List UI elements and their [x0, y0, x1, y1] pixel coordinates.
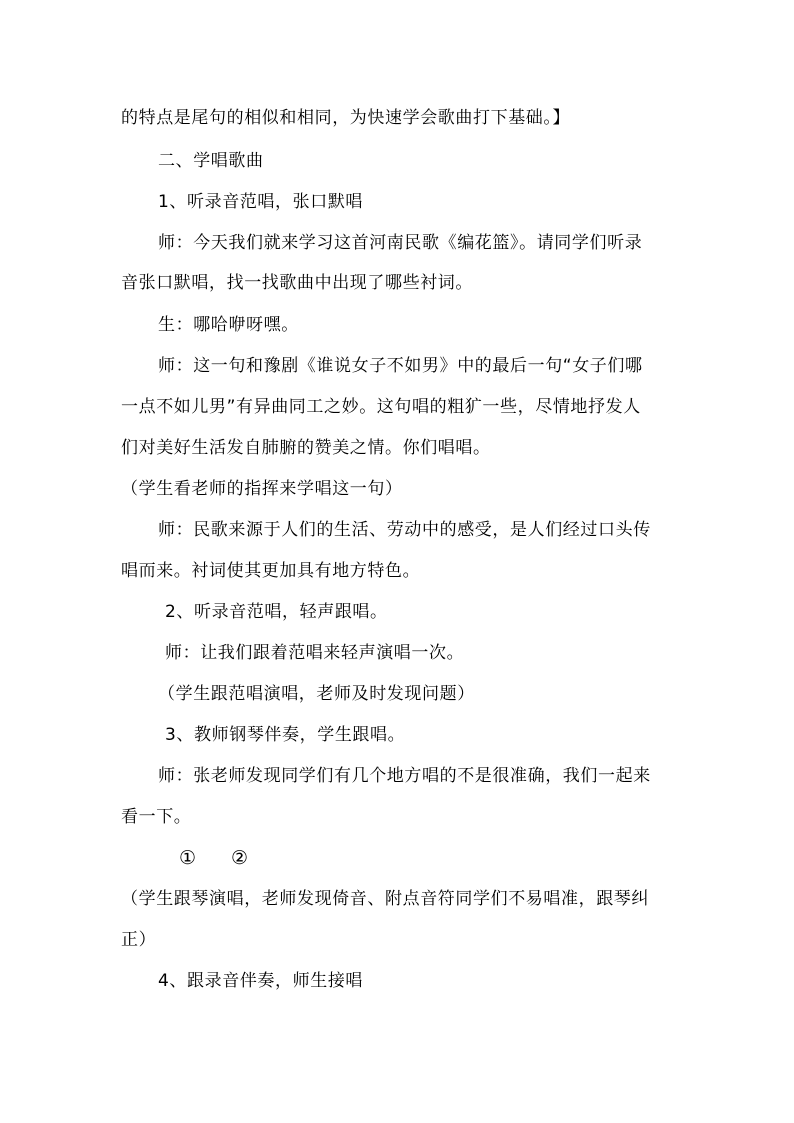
text-line: 师：民歌来源于人们的生活、劳动中的感受，是人们经过口头传	[158, 520, 651, 540]
section-heading: 二、学唱歌曲	[158, 151, 264, 171]
step-heading: 3、教师钢琴伴奏，学生跟唱。	[165, 725, 406, 745]
circled-number-2: ②	[231, 847, 249, 869]
text-line: 生：哪哈咿呀嘿。	[158, 315, 299, 335]
text-line: 师：今天我们就来学习这首河南民歌《编花篮》。请同学们听录	[158, 233, 643, 253]
text-line: 师：让我们跟着范唱来轻声演唱一次。	[165, 643, 465, 663]
text-line: 看一下。	[121, 807, 192, 827]
text-line: 的特点是尾句的相似和相同，为快速学会歌曲打下基础。】	[121, 108, 571, 128]
circled-number-1: ①	[179, 847, 197, 869]
text-line: 一点不如儿男”有异曲同工之妙。这句唱的粗犷一些，尽情地抒发人	[121, 397, 641, 417]
text-line: 音张口默唱，找一找歌曲中出现了哪些衬词。	[121, 273, 473, 293]
text-line: （学生看老师的指挥来学唱这一句）	[121, 479, 403, 499]
text-line: 师：张老师发现同学们有几个地方唱的不是很准确，我们一起来	[158, 766, 651, 786]
text-line: （学生跟琴演唱，老师发现倚音、附点音符同学们不易唱准，跟琴纠	[121, 889, 649, 909]
text-line: （学生跟范唱演唱，老师及时发现问题）	[158, 684, 475, 704]
text-line: 正）	[121, 930, 157, 950]
text-line: 唱而来。衬词使其更加具有地方特色。	[121, 561, 421, 581]
step-heading: 1、听录音范唱，张口默唱	[158, 192, 364, 212]
text-line: 们对美好生活发自肺腑的赞美之情。你们唱唱。	[121, 438, 491, 458]
step-heading: 2、听录音范唱，轻声跟唱。	[165, 602, 388, 622]
text-line: 师：这一句和豫剧《谁说女子不如男》中的最后一句“女子们哪	[158, 356, 643, 376]
step-heading: 4、跟录音伴奏，师生接唱	[158, 971, 364, 991]
